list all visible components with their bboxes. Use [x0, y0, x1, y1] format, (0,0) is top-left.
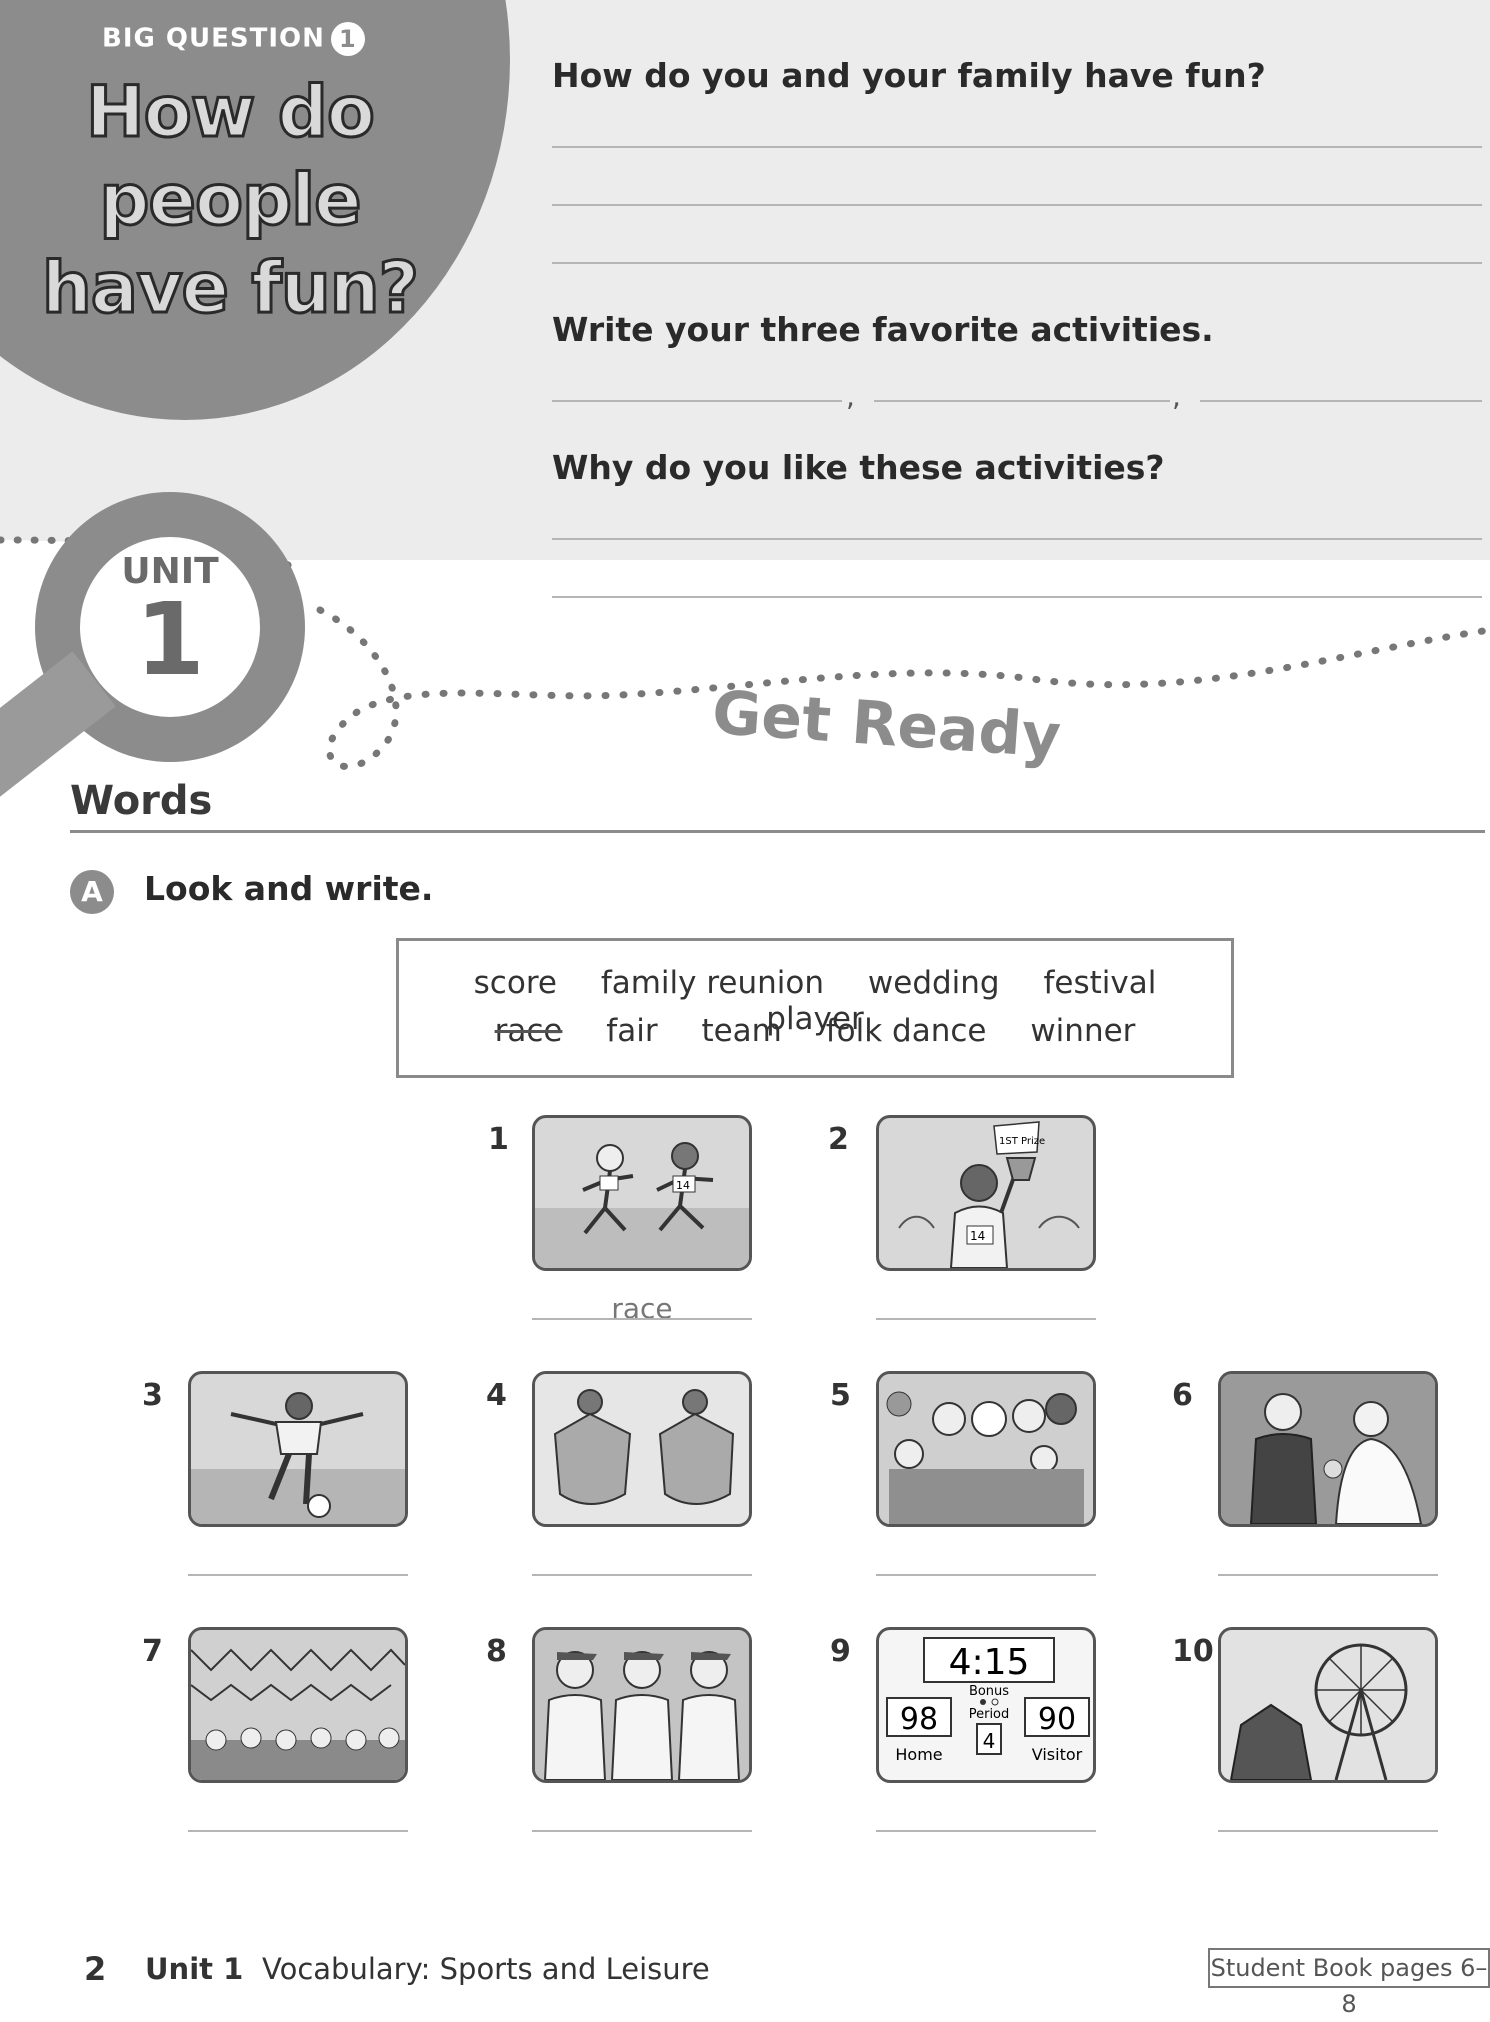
question-2: Write your three favorite activities. [552, 310, 1214, 349]
big-question-number: 1 [331, 22, 365, 56]
scoreboard-period: Period [968, 1707, 1010, 1722]
trophy-winner-icon [876, 1115, 1096, 1271]
scoreboard-time: 4:15 [948, 1642, 1030, 1683]
answer-line[interactable] [1218, 1574, 1438, 1576]
word-bank-item: wedding [867, 965, 1000, 1001]
item-number: 4 [486, 1378, 507, 1413]
word-bank-item-crossed: race [494, 1013, 563, 1049]
wedding-couple-icon [1218, 1371, 1438, 1527]
word-bank-item: folk dance [825, 1013, 987, 1049]
item-number: 3 [142, 1378, 163, 1413]
family-group-icon [876, 1371, 1096, 1527]
footer-unit: Unit 1 [145, 1952, 244, 1986]
item-number: 9 [830, 1634, 851, 1669]
activity-instruction: Look and write. [144, 869, 434, 908]
unit-label: UNIT [121, 551, 219, 592]
word-bank-item: score [473, 965, 557, 1001]
unit-badge [80, 537, 260, 717]
get-ready-banner: Get Ready [709, 677, 1063, 773]
home-score: 98 [899, 1702, 939, 1737]
item-number: 7 [142, 1634, 163, 1669]
item-number: 10 [1172, 1634, 1214, 1669]
answer-line[interactable] [876, 1318, 1096, 1320]
question-1: How do you and your family have fun? [552, 56, 1266, 95]
word-bank-row-2 [399, 1013, 1231, 1049]
answer-line[interactable] [876, 1830, 1096, 1832]
answer-line[interactable] [532, 1574, 752, 1576]
visitor-score: 90 [1037, 1702, 1077, 1737]
home-label: Home [895, 1745, 943, 1764]
answer-line[interactable] [188, 1574, 408, 1576]
item-number: 6 [1172, 1378, 1193, 1413]
footer-subtitle: Vocabulary: Sports and Leisure [262, 1952, 710, 1986]
shirt-number: 14 [970, 1229, 986, 1243]
student-book-reference: Student Book pages 6–8 [1208, 1948, 1490, 1988]
section-divider [70, 830, 1485, 833]
activity-letter-badge: A [70, 870, 114, 914]
word-bank-item: family reunion [600, 965, 825, 1001]
visitor-label: Visitor [1031, 1745, 1083, 1764]
word-bank [396, 938, 1234, 1078]
answer-line[interactable] [552, 146, 1482, 148]
item-number: 5 [830, 1378, 851, 1413]
activity-line-2[interactable] [874, 400, 1170, 402]
item-number: 1 [488, 1122, 509, 1157]
prize-label: 1ST Prize [999, 1136, 1046, 1147]
word-bank-item: fair [606, 1013, 658, 1049]
answer-line[interactable] [552, 204, 1482, 206]
unit-number: 1 [135, 581, 205, 698]
big-question-title: How do people have fun? [41, 71, 419, 329]
fair-ferris-wheel-icon [1218, 1627, 1438, 1783]
answer-text: race [611, 1292, 673, 1325]
comma: , [1172, 380, 1181, 413]
answer-line[interactable] [188, 1830, 408, 1832]
item-number: 2 [828, 1122, 849, 1157]
bib-number: 14 [676, 1179, 690, 1192]
baseball-team-icon [532, 1627, 752, 1783]
scoreboard-icon [876, 1627, 1096, 1783]
answer-line[interactable] [532, 1830, 752, 1832]
big-question-label: BIG QUESTION 1 [102, 22, 365, 56]
activity-line-1[interactable] [552, 400, 842, 402]
runners-race-icon [532, 1115, 752, 1271]
activity-line-3[interactable] [1200, 400, 1482, 402]
period-number: 4 [982, 1729, 996, 1753]
section-title: Words [70, 778, 213, 824]
word-bank-item: winner [1030, 1013, 1136, 1049]
soccer-player-icon [188, 1371, 408, 1527]
scoreboard-bonus: Bonus [968, 1684, 1010, 1699]
comma: , [846, 380, 855, 413]
item-number: 8 [486, 1634, 507, 1669]
festival-banners-icon [188, 1627, 408, 1783]
answer-line[interactable] [876, 1574, 1096, 1576]
word-bank-item: festival [1043, 965, 1157, 1001]
question-3: Why do you like these activities? [552, 448, 1165, 487]
answer-line[interactable] [552, 262, 1482, 264]
answer-line[interactable] [532, 1318, 752, 1320]
word-bank-item: player [766, 1001, 864, 1037]
folk-dancers-icon [532, 1371, 752, 1527]
answer-line[interactable] [1218, 1830, 1438, 1832]
page-number: 2 [84, 1950, 107, 1988]
word-bank-item: team [701, 1013, 782, 1049]
